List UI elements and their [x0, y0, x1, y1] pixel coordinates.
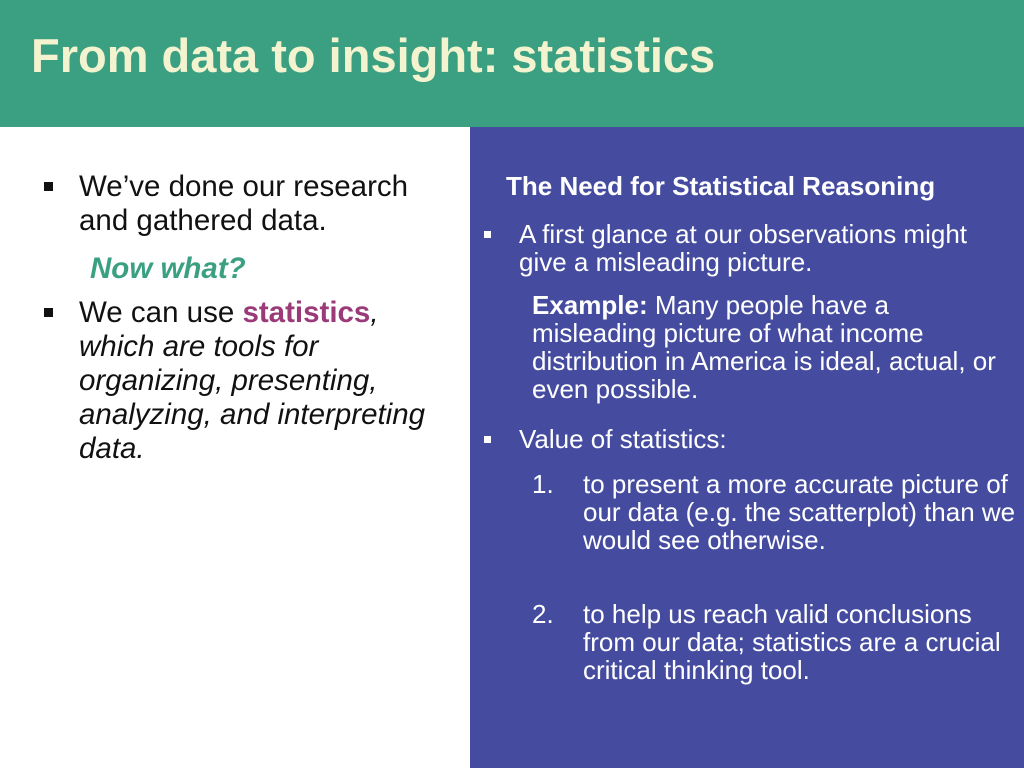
title-bar: [0, 0, 1024, 127]
item-number: 1.: [532, 469, 554, 499]
right-bullet-2-text: Value of statistics:: [519, 424, 727, 454]
statistics-highlight: statistics: [242, 296, 371, 329]
left-bullet-2: [40, 296, 435, 466]
square-bullet-icon: [484, 436, 491, 443]
square-bullet-icon: [44, 308, 53, 317]
left-column: [40, 170, 435, 466]
item-text: to present a more accurate picture of our data (e.g. the scatterplot) than we would see otherwise.: [583, 469, 1016, 555]
right-bullet-1-text: A first glance at our observations might give a misleading picture.: [519, 219, 968, 277]
now-what-text: Now what?: [90, 252, 246, 285]
left-bullet-2-definition: , which are tools for organizing, presenting, analyzing, and interpreting data.: [79, 296, 426, 465]
example-label: Example:: [532, 290, 648, 320]
item-text: to help us reach valid conclusions from our data; statistics are a crucial critical thinking tool.: [583, 599, 1001, 685]
panel-heading: The Need for Statistical Reasoning: [506, 171, 936, 201]
left-bullet-1: [40, 170, 435, 238]
square-bullet-icon: [44, 182, 53, 191]
example-paragraph: [532, 291, 1016, 403]
left-bullet-2-prefix: We can use: [79, 296, 243, 329]
statistical-reasoning-panel: [470, 127, 1024, 768]
left-bullet-1-text: We’ve done our research and gathered data.: [79, 170, 409, 237]
example-text: Many people have a misleading picture of what income distribution in America is ideal, actual, or even possible.: [532, 290, 996, 404]
square-bullet-icon: [484, 231, 491, 238]
slide-title: From data to insight: statistics: [31, 29, 716, 82]
item-number: 2.: [532, 599, 554, 629]
